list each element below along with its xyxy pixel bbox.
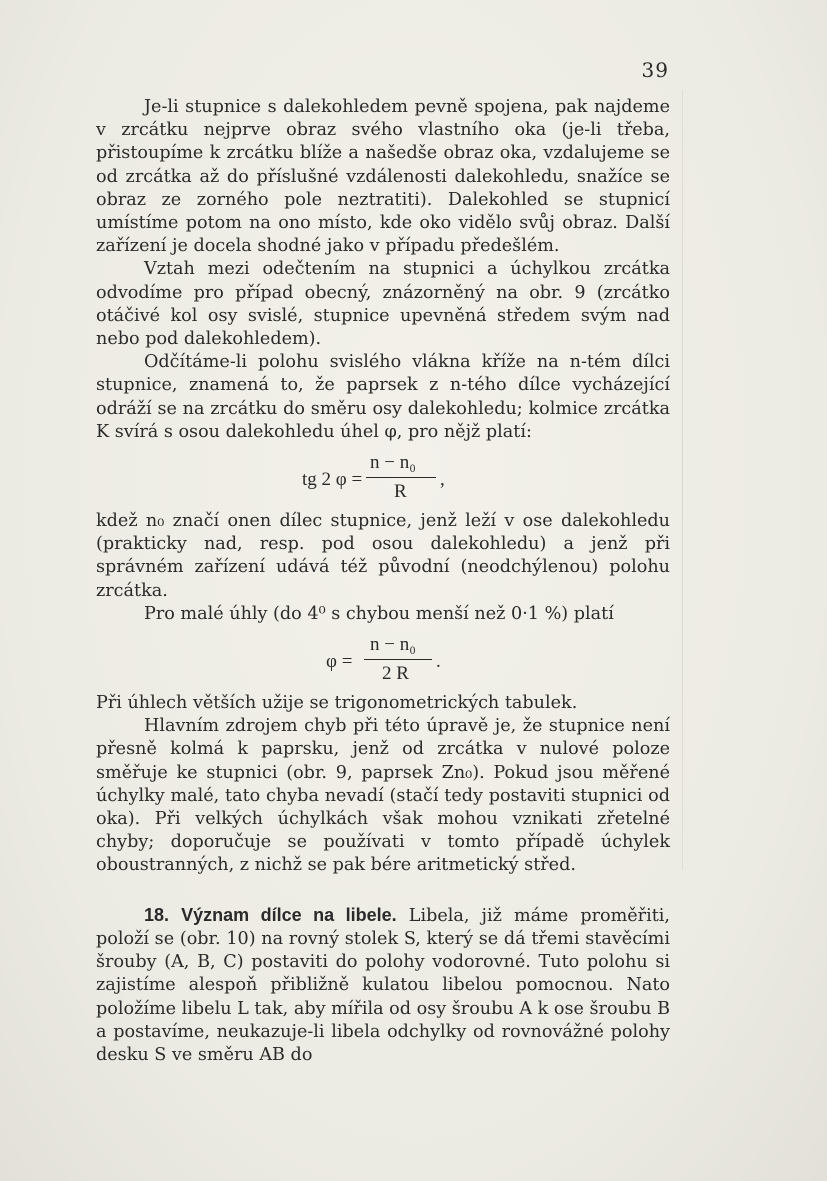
paragraph-1: Je-li stupnice s dalekohledem pevně spojena, pak najdeme v zrcátku nejprve obraz svého vlastního oka (je-li třeba, přistoupíme k zrcátku blíže a našedše obraz oka, vzdalujeme se od zrcátka až do příslušné vzdálenosti dalekohledu, snažíce se obraz ze zorného pole neztratiti). Dalekohled se stupnicí umístíme potom na ono místo, kde oko vidělo svůj obraz. Další zařízení je docela shodné jako v případu předešlém.: [96, 97, 670, 257]
paragraph-5: Pro malé úhly (do 4⁰ s chybou menší než 0·1 %) platí: [144, 603, 614, 624]
paragraph-2: Vztah mezi odečtením na stupnici a úchylkou zrcátka odvodíme pro případ obecný, znázorněný na obr. 9 (zrcátko otáčivé kol osy svislé, stupnice upevněná středem svým nad nebo pod dalekohledem).: [96, 259, 670, 350]
formula-tg2phi: [96, 444, 670, 510]
page-number: 39: [641, 58, 669, 82]
paragraph-8: Libela, již máme proměřiti, položí se (obr. 10) na rovný stolek S, který se dá třemi stavěcími šrouby (A, B, C) postaviti do polohy vodorovné. Tuto polohu si zajistíme alespoň přibližně kulatou libelou pomocnou. Nato položíme libelu L tak, aby mířila od osy šroubu A k ose šroubu B a postavíme, neukazuje-li libela odchylky od rovnovážné polohy desku S ve směru AB do: [96, 905, 671, 1065]
formula-1-numerator: n − n₀: [370, 452, 416, 474]
section-18-paragraph: [96, 904, 670, 1067]
paragraph-4: kdež n₀ značí onen dílec stupnice, jenž leží v ose dalekohledu (prakticky nad, resp. pod osou dalekohledu) a jenž při správném zařízení udává též původní (neodchýlenou) polohu zrcátka.: [96, 511, 670, 601]
formula-2-denominator: 2 R: [382, 663, 409, 685]
formula-1-fraction-bar: [366, 477, 436, 478]
paragraph-6: Při úhlech větších užije se trigonometrických tabulek.: [96, 693, 578, 714]
formula-2-fraction-bar: [364, 659, 432, 660]
formula-1-lhs: tg 2 φ =: [302, 469, 363, 491]
formula-1-tail: ,: [440, 469, 445, 491]
formula-2-tail: .: [436, 651, 441, 673]
formula-1-denominator: R: [394, 481, 407, 503]
formula-2-lhs: φ =: [326, 651, 353, 673]
formula-phi: [96, 626, 670, 692]
paragraph-3: Odčítáme-li polohu svislého vlákna kříže na n-tém dílci stupnice, znamená to, že paprsek z n-tého dílce vycházející odráží se na zrcátku do směru osy dalekohledu; kolmice zrcátka K svírá s osou dalekohledu úhel φ, pro nějž platí:: [96, 352, 670, 442]
paragraph-7: Hlavním zdrojem chyb při této úpravě je, že stupnice není přesně kolmá k paprsku, jenž od zrcátka v nulové poloze směřuje ke stupnici (obr. 9, paprsek Zn₀). Pokud jsou měřené úchylky malé, tato chyba nevadí (stačí tedy postaviti stupnici od oka). Při velkých úchylkách však mohou vznikati zřetelné chyby; doporučuje se používati v tomto případě úchylek oboustranných, z nichž se pak bére aritmetický střed.: [96, 716, 670, 876]
page-edge-shadow: [682, 90, 683, 870]
section-number: 18.: [144, 904, 170, 925]
formula-2-numerator: n − n₀: [370, 634, 416, 656]
section-title: Význam dílce na libele.: [181, 904, 397, 925]
text-column: [96, 96, 670, 1067]
